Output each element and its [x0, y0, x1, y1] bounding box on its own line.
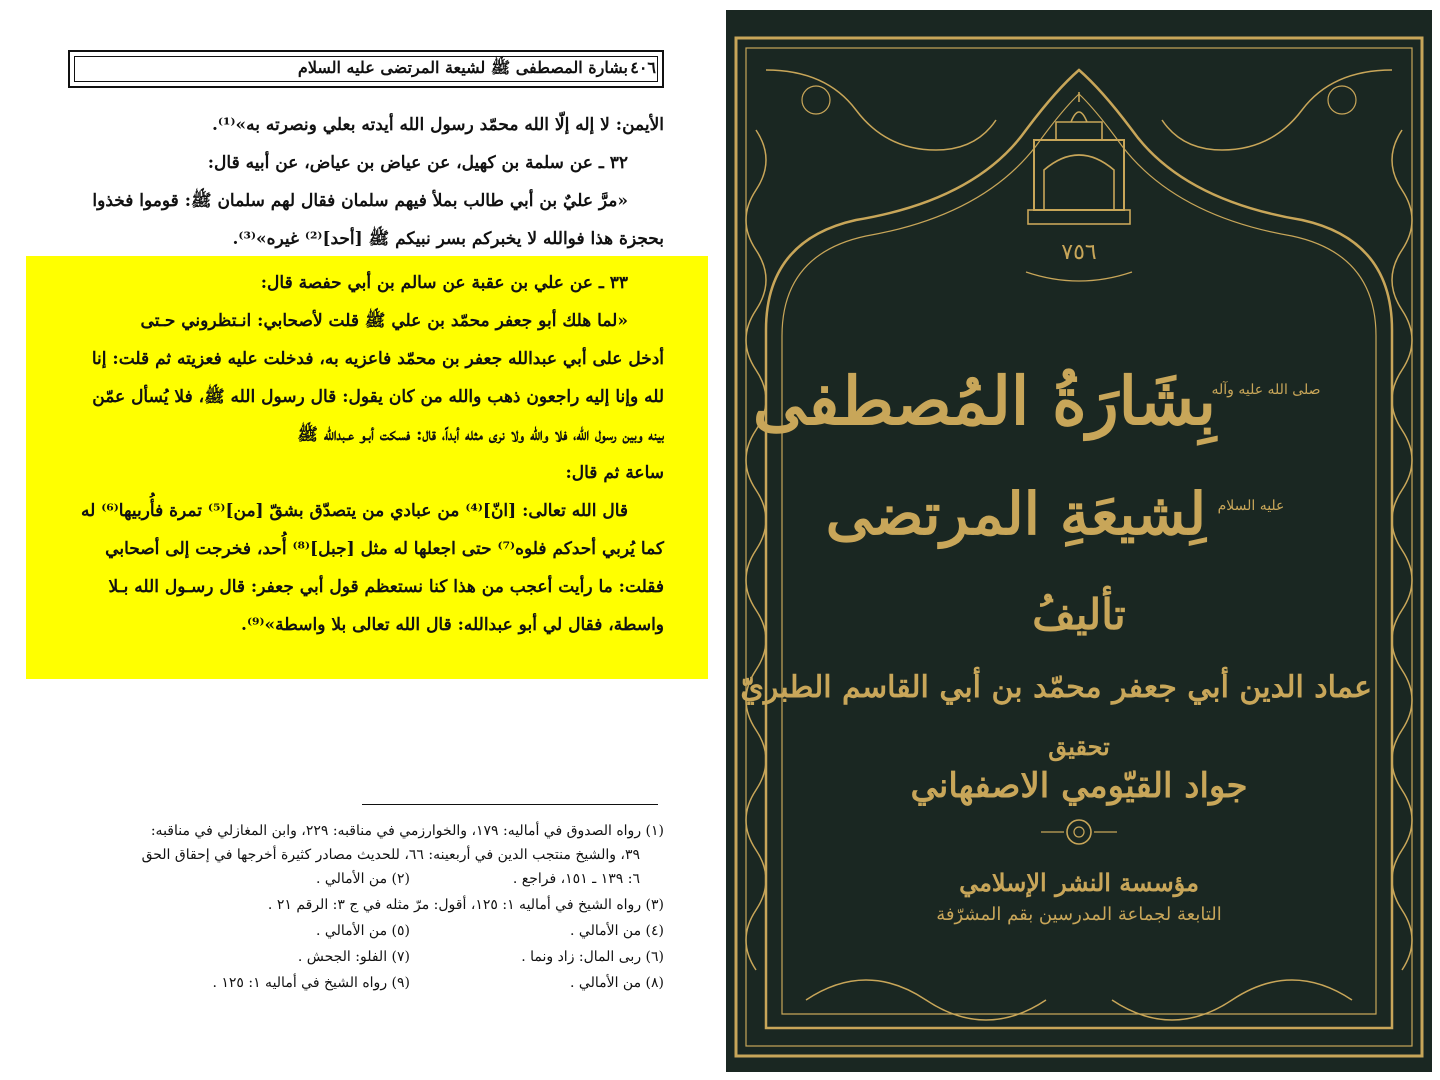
footnote-4: (٤) من الأمالي . — [570, 923, 664, 939]
cover-title-line2-honorific: عليه السلام — [1217, 498, 1285, 514]
publisher-subtitle: التابعة لجماعة المدرسين بقم المشرّفة — [936, 904, 1222, 925]
footnote-7: (٧) الفلو: الجحش . — [297, 949, 410, 965]
editor-name: جواد القيّومي الاصفهاني — [910, 766, 1248, 806]
line-1: الأيمن: لا إله إلّا الله محمّد رسول الله أيدته بعلي ونصرته به»⁽¹⁾. — [212, 115, 664, 135]
line-14: واسطة، فقال لي أبو عبدالله: قال الله تعالى بلا واسطة»⁽⁹⁾. — [241, 615, 664, 635]
cover-title-line2: لِشيعَةِ المرتضى — [825, 480, 1206, 548]
cover-title-line1: بِشَارَةُ المُصطفى — [752, 362, 1216, 440]
line-13: فقلت: ما رأيت أعجب من هذا كنا نستعظم قول أبي جعفر: قال رسـول الله بـلا — [108, 577, 664, 597]
line-5: ٣٣ ـ عن علي بن عقبة عن سالم بن أبي حفصة قال: — [260, 273, 628, 293]
book-cover — [726, 10, 1432, 1072]
editor-label: تحقيق — [1048, 732, 1110, 761]
footnote-6: (٦) ربى المال: زاد ونما . — [521, 949, 664, 965]
footnote-9: (٩) رواه الشيخ في أماليه ١: ١٢٥ . — [212, 975, 410, 991]
page-number: ٤٠٦ — [630, 58, 656, 77]
authored-label: تأليفُ — [1032, 590, 1126, 639]
footnote-divider — [362, 804, 658, 805]
footnote-8: (٨) من الأمالي . — [570, 975, 664, 991]
line-7: أدخل على أبي عبدالله جعفر بن محمّد فاعزيه به، فدخلت عليه فعزيته ثم قلت: إنا — [91, 349, 664, 369]
line-10: ساعة ثم قال: — [565, 463, 664, 483]
footnote-1a: (١) رواه الصدوق في أماليه: ١٧٩، والخوارزمي في مناقبه: ٢٢٩، وابن المغازلي في مناقبه: — [150, 823, 664, 839]
line-12: كما يُربي أحدكم فلوه⁽⁷⁾ حتى اجعلها له مثل [جبل]⁽⁸⁾ أُحد، فخرجت إلى أصحابي — [105, 539, 664, 559]
footnote-2: (٢) من الأمالي . — [316, 871, 410, 887]
line-9: بينه وبين رسول الله، فلا والله ولا نرى مثله أبداً، قال: فسكت أبـو عـبدالله ﷺ — [297, 425, 664, 445]
footnote-1b: ٣٩، والشيخ منتجب الدين في أربعينه: ٦٦، للحديث مصادر كثيرة أخرجها في إحقاق الحق — [141, 847, 640, 863]
volume-number: ٧٥٦ — [1061, 240, 1097, 265]
page-header-title: بشارة المصطفى ﷺ لشيعة المرتضى عليه السلام — [297, 58, 628, 77]
footnote-3: (٣) رواه الشيخ في أماليه ١: ١٢٥، أقول: مرّ مثله في ج ٣: الرقم ٢١ . — [267, 897, 664, 913]
publisher-name: مؤسسة النشر الإسلامي — [959, 868, 1199, 897]
author-name: عماد الدين أبي جعفر محمّد بن أبي القاسم الطبريّ — [740, 670, 1372, 705]
line-6: «لما هلك أبو جعفر محمّد بن علي ﷺ قلت لأصحابي: انـتظروني حـتى — [140, 311, 628, 331]
line-8: لله وإنا إليه راجعون ذهب والله من كان يقول: قال رسول الله ﷺ، فلا يُسأل عمّن — [92, 387, 664, 407]
line-3: «مرَّ عليٌ بن أبي طالب بملأ فيهم سلمان فقال لهم سلمان ﷺ: قوموا فخذوا — [92, 191, 628, 211]
footnote-1c: ٦: ١٣٩ ـ ١٥١، فراجع . — [512, 871, 640, 887]
footnote-5: (٥) من الأمالي . — [316, 923, 410, 939]
cover-title-line1-honorific: صلى الله عليه وآله — [1211, 382, 1321, 398]
line-2: ٣٢ ـ عن سلمة بن كهيل، عن عياض بن عياض، عن أبيه قال: — [207, 153, 628, 173]
line-4: بحجزة هذا فوالله لا يخبركم بسر نبيكم ﷺ [أحد]⁽²⁾ غيره»⁽³⁾. — [232, 229, 664, 249]
line-11: قال الله تعالى: [انّ]⁽⁴⁾ من عبادي من يتصدّق بشقّ [من]⁽⁵⁾ تمرة فأُربيها⁽⁶⁾ له — [81, 501, 628, 521]
